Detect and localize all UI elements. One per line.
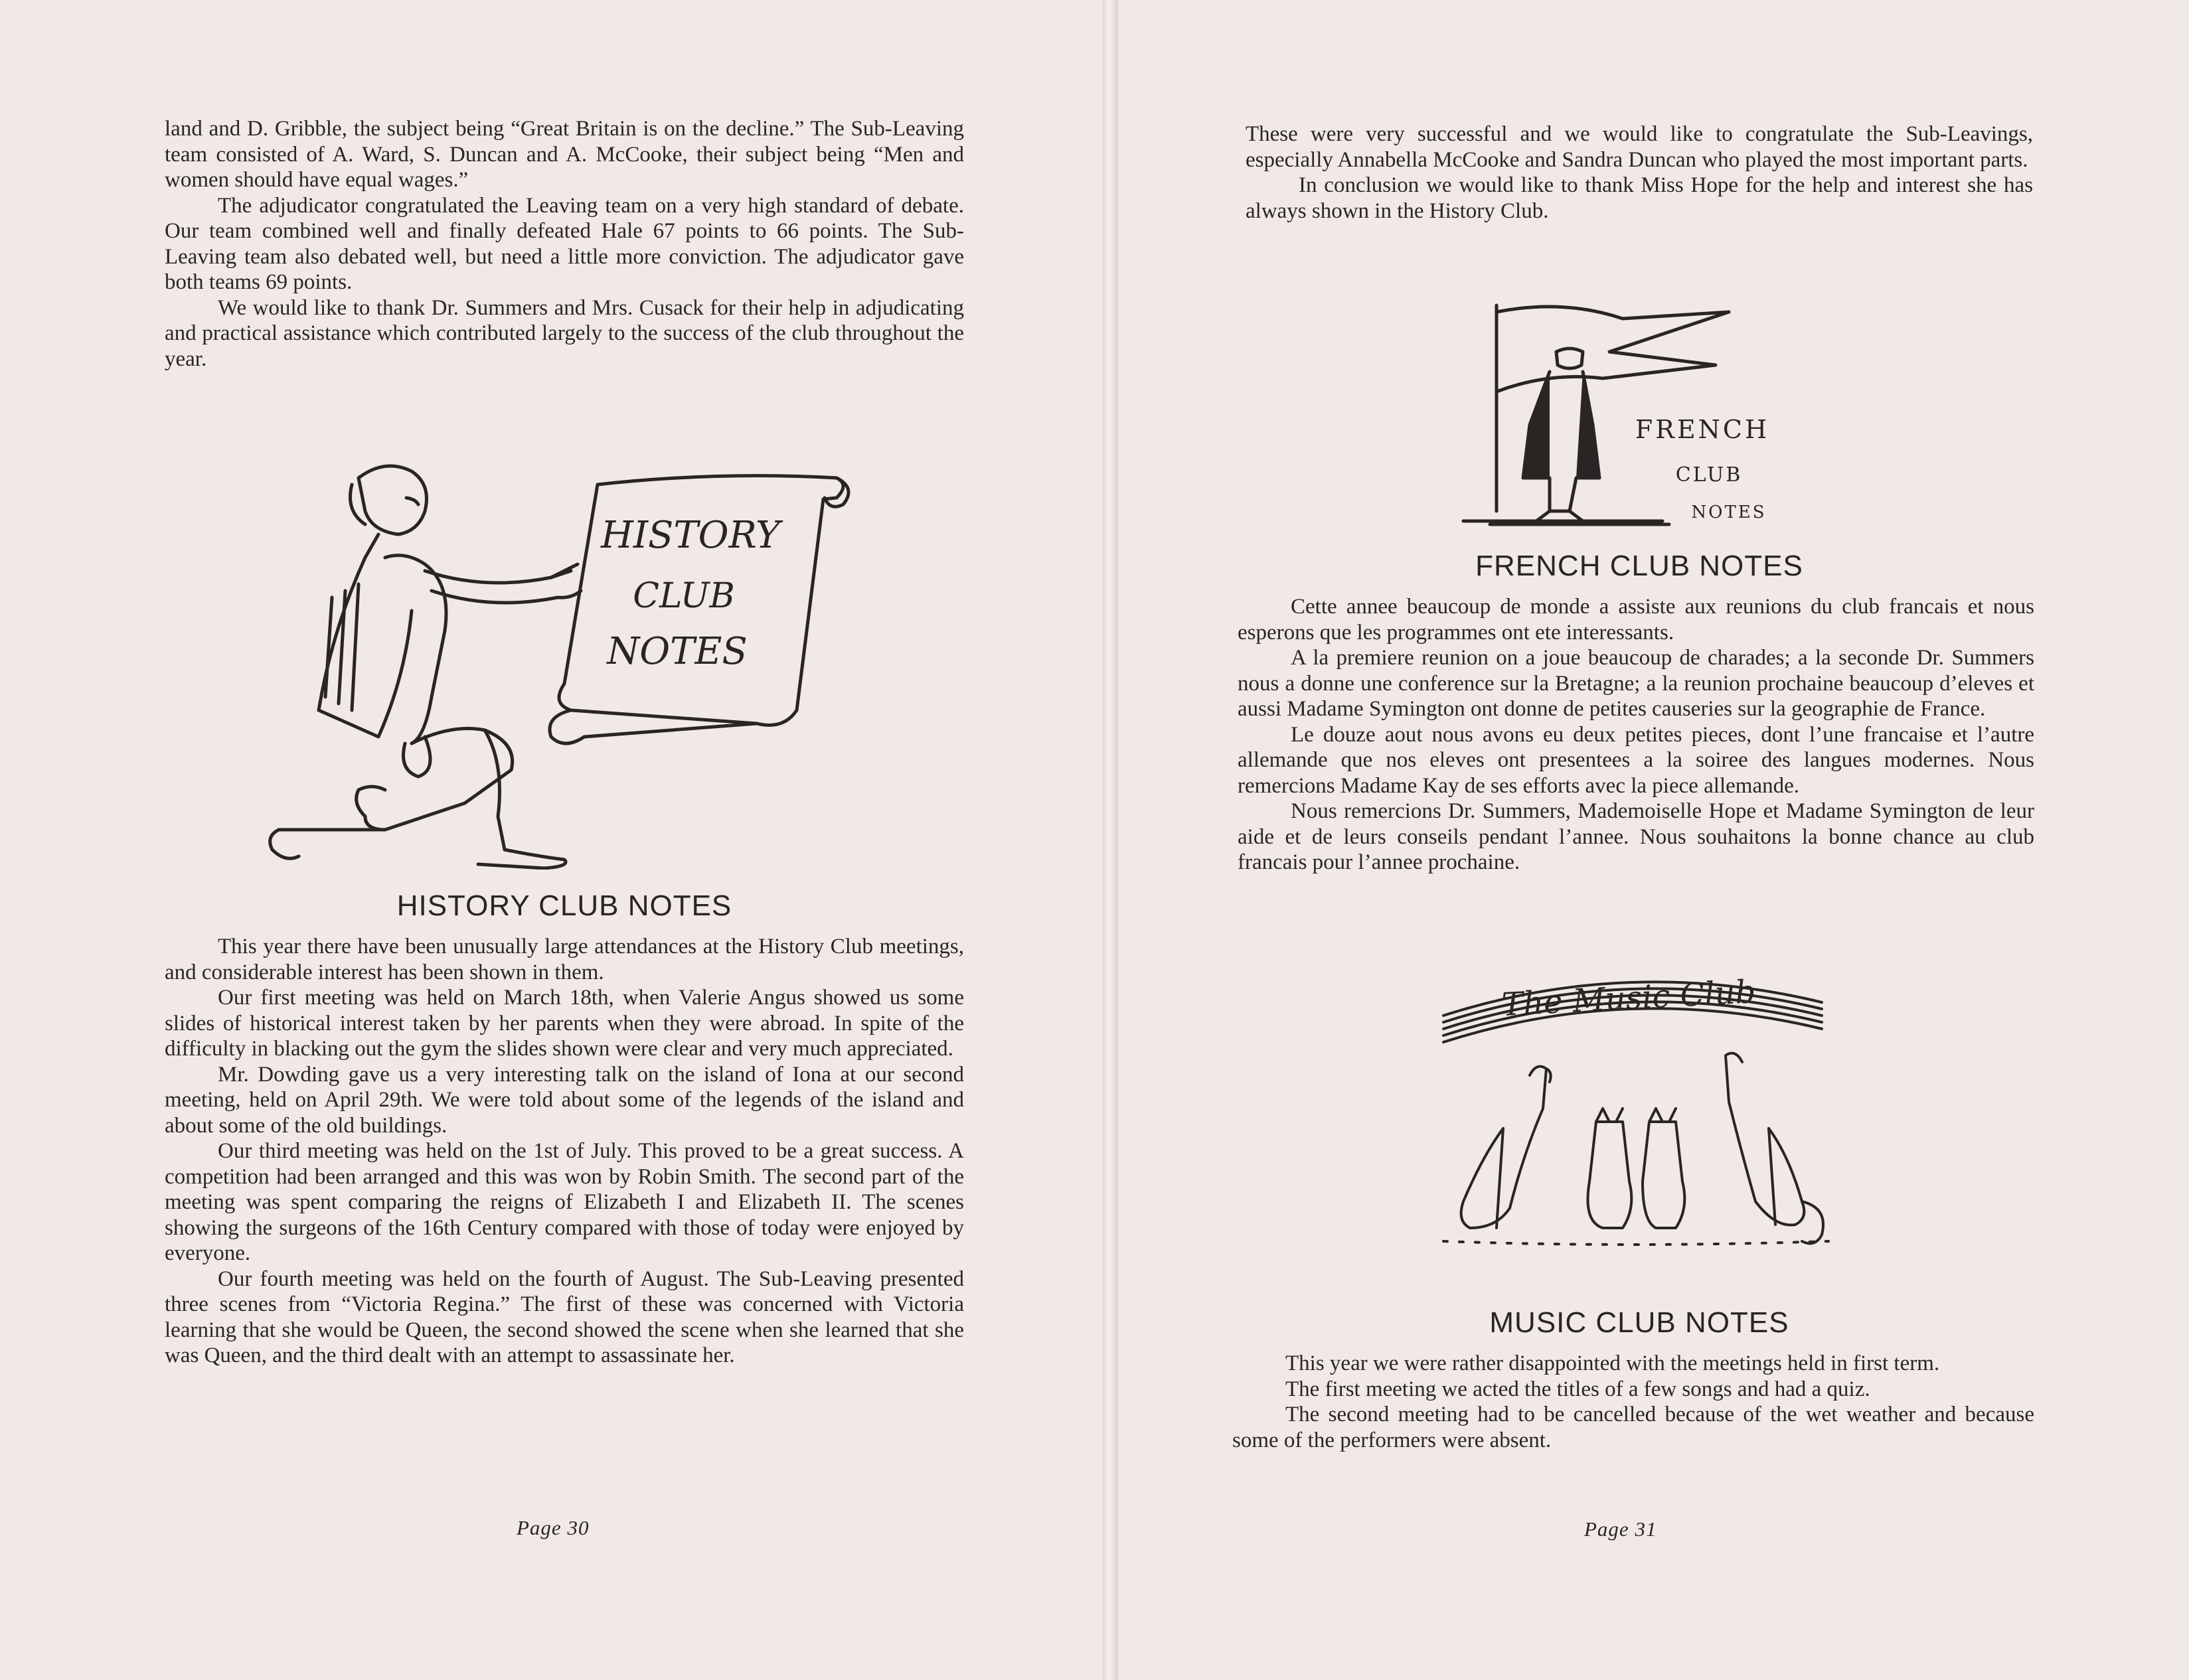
paragraph: land and D. Gribble, the subject being “Great Britain is on the decline.” The Sub-Leaving team consisted of A. Ward, S. Duncan and A. McCooke, their subject being “Men and women should have equal wages.” [165, 117, 964, 192]
kneeling-page-scroll-icon [252, 458, 876, 870]
paragraph: Le douze aout nous avons eu deux petites pieces, dont l’une francaise et l’autre allemande que nos eleves ont presentees a la soiree des langues modernes. Nous remercions Madame Kay de ses efforts avec la piece allemande. [1238, 722, 2034, 798]
left-top-text [165, 116, 964, 372]
paragraph: Cette annee beaucoup de monde a assiste aux reunions du club francais et nous esperons que les programmes ont ete interessants. [1238, 595, 2034, 645]
paragraph: Our first meeting was held on March 18th, when Valerie Angus showed us some slides of historical interest taken by her parents when they were abroad. In spite of the difficulty in blacking out the gym the slides shown were clear and very much appreciated. [165, 986, 964, 1061]
paragraph: This year there have been unusually large attendances at the History Club meetings, and considerable interest has been shown in them. [165, 935, 964, 984]
paragraph: Mr. Dowding gave us a very interesting talk on the island of Iona at our second meeting, held on April 29th. We were told about some of the legends of the island and about some of the old buildings. [165, 1062, 964, 1138]
french-club-text [1238, 594, 2034, 876]
page-number-right: Page 31 [1584, 1517, 1657, 1541]
spine-gutter [1102, 0, 1118, 1680]
howling-dogs-music-staff-icon [1430, 956, 1842, 1268]
paragraph: Nous remercions Dr. Summers, Mademoiselle Hope et Madame Symington de leur aide et de leurs conseils pendant l’annee. Nous souhaitons la bonne chance au club francais pour l’annee prochaine. [1238, 799, 2034, 874]
music-club-illustration [1430, 956, 1842, 1268]
paragraph: Our fourth meeting was held on the fourth of August. The Sub-Leaving presented three scenes from “Victoria Regina.” The first of these was concerned with Victoria learning that she would be Queen, the second showed the scene when she learned that she was Queen, and the third dealt with an attempt to assassinate her. [165, 1266, 964, 1367]
scroll-line-1: HISTORY [601, 514, 780, 557]
right-top-text [1246, 121, 2033, 224]
paragraph: A la premiere reunion on a joue beaucoup de charades; a la seconde Dr. Summers nous a donne une conference sur la Bretagne; a la reunion prochaine beaucoup d’eleves et aussi Madame Symington ont donne de petites causeries sur la geographie de France. [1238, 646, 2034, 721]
right-page [1118, 0, 2189, 1680]
paragraph: These were very successful and we would like to congratulate the Sub-Leavings, especially Annabella McCooke and Sandra Duncan who played the most important parts. [1246, 122, 2033, 172]
history-club-heading: HISTORY CLUB NOTES [396, 889, 732, 922]
history-club-text [165, 934, 964, 1369]
music-art-banner: The Music Club [1500, 973, 1757, 1024]
paragraph: In conclusion we would like to thank Miss Hope for the help and interest she has always shown in the History Club. [1246, 173, 2033, 223]
paragraph: Our third meeting was held on the 1st of July. This proved to be a great success. A competition had been arranged and this was won by Robin Smith. The second part of the meeting was spent comparing the reigns of Elizabeth I and Elizabeth II. The scenes showing the surgeons of the 16th Century compared with those of today were enjoyed by everyone. [165, 1139, 964, 1265]
paragraph: The first meeting we acted the titles of a few songs and had a quiz. [1285, 1377, 1870, 1401]
paragraph: The second meeting had to be cancelled because of the wet weather and because some of the performers were absent. [1232, 1403, 2034, 1452]
history-club-illustration [252, 458, 876, 870]
paragraph: We would like to thank Dr. Summers and Mrs. Cusack for their help in adjudicating and practical assistance which contributed largely to the success of the club throughout the year. [165, 295, 964, 371]
french-club-illustration [1450, 292, 1795, 538]
music-club-text [1232, 1351, 2034, 1453]
scroll-line-2: CLUB [633, 576, 735, 616]
fleur-de-lis-flag-figure-icon [1450, 292, 1795, 538]
page-number-left: Page 30 [517, 1516, 590, 1539]
french-club-heading: FRENCH CLUB NOTES [1475, 550, 1803, 582]
french-art-line-1: FRENCH [1635, 415, 1770, 444]
french-art-line-3: NOTES [1691, 502, 1767, 522]
paragraph: The adjudicator congratulated the Leaving team on a very high standard of debate. Our team combined well and finally defeated Hale 67 points to 66 points. The Sub-Leaving team also debated well, but need a little more conviction. The adjudicator gave both teams 69 points. [165, 193, 964, 294]
french-art-line-2: CLUB [1675, 463, 1743, 487]
music-club-heading: MUSIC CLUB NOTES [1489, 1306, 1789, 1339]
scroll-line-3: NOTES [607, 630, 748, 673]
paragraph: This year we were rather disappointed with the meetings held in first term. [1285, 1351, 1940, 1375]
